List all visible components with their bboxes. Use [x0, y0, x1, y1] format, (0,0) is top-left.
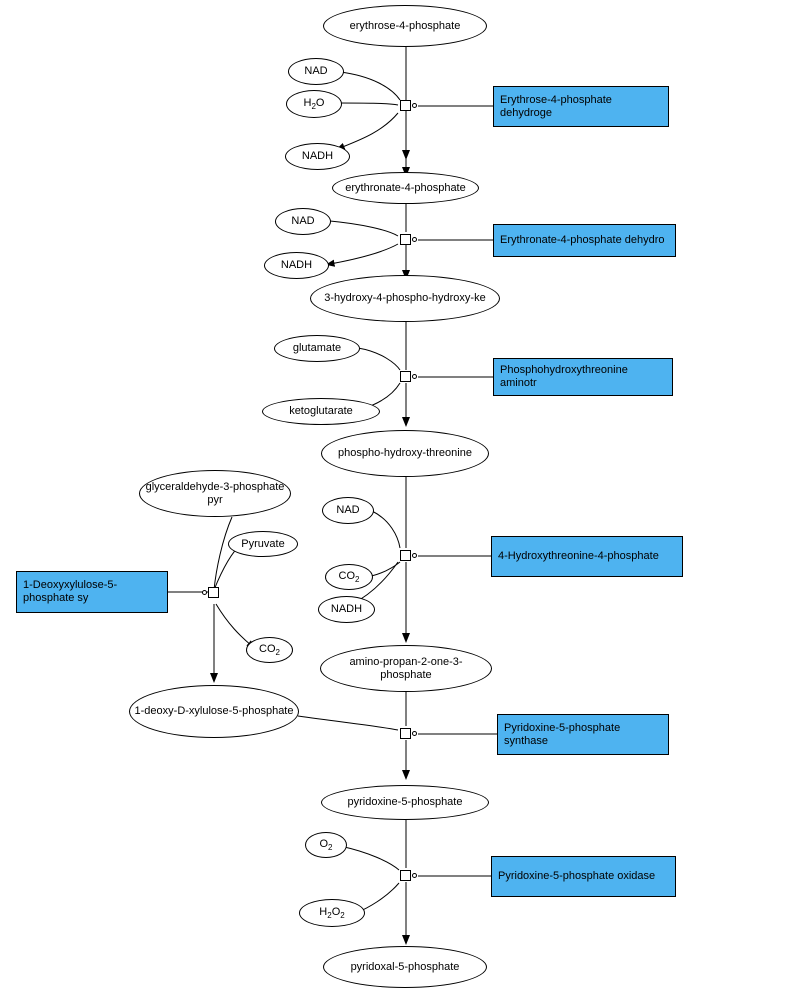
reaction-node[interactable]	[400, 234, 411, 245]
node-label: $CO_2$	[259, 642, 280, 657]
cofactor-node[interactable]	[299, 899, 365, 927]
cofactor-node[interactable]	[264, 252, 329, 279]
cofactor-node[interactable]	[318, 596, 375, 623]
metabolite-node[interactable]	[332, 172, 479, 204]
reaction-connector-dot	[412, 374, 417, 379]
metabolite-node[interactable]	[320, 645, 492, 692]
enzyme-label: 4-Hydroxythreonine-4-phosphate	[498, 550, 659, 563]
cofactor-node[interactable]	[286, 90, 342, 118]
node-label: phospho-hydroxy-threonine	[338, 447, 472, 460]
node-label: NADH	[280, 259, 313, 272]
node-label: erythronate-4-phosphate	[345, 181, 466, 194]
cofactor-node[interactable]	[288, 58, 344, 85]
node-label: $H_2O_2$	[319, 905, 345, 920]
metabolite-node[interactable]	[321, 430, 489, 477]
enzyme-node[interactable]	[493, 86, 669, 127]
metabolite-node[interactable]	[310, 275, 500, 322]
enzyme-node[interactable]	[491, 856, 676, 897]
node-label: Pyruvate	[241, 537, 285, 550]
node-label: pyridoxine-5-phosphate	[347, 796, 463, 809]
metabolite-node[interactable]	[321, 785, 489, 820]
node-label: NADH	[301, 150, 334, 163]
cofactor-node[interactable]	[322, 497, 374, 524]
cofactor-node[interactable]	[275, 208, 331, 235]
node-label: ketoglutarate	[289, 405, 353, 418]
reaction-node[interactable]	[400, 870, 411, 881]
reaction-connector-dot	[412, 731, 417, 736]
enzyme-label: 1-Deoxyxylulose-5-phosphate sy	[23, 579, 118, 604]
enzyme-label: Erythrose-4-phosphate dehydroge	[500, 93, 612, 119]
reaction-node[interactable]	[400, 550, 411, 561]
enzyme-node[interactable]	[493, 224, 676, 257]
node-label: NAD	[336, 504, 360, 517]
node-label: pyridoxal-5-phosphate	[350, 960, 460, 973]
node-label: 1-deoxy-D-xylulose-5-phosphate	[134, 705, 294, 718]
enzyme-node[interactable]	[493, 358, 673, 396]
node-label: 3-hydroxy-4-phospho-hydroxy-ke	[324, 292, 486, 305]
reaction-node[interactable]	[400, 728, 411, 739]
node-label: erythrose-4-phosphate	[349, 19, 461, 32]
reaction-connector-dot	[202, 590, 207, 595]
cofactor-node[interactable]	[325, 564, 373, 590]
cofactor-node[interactable]	[228, 531, 298, 557]
reaction-connector-dot	[412, 873, 417, 878]
node-label: $O_2$	[319, 837, 333, 852]
reaction-connector-dot	[412, 237, 417, 242]
enzyme-label: Pyridoxine-5-phosphate oxidase	[498, 870, 656, 883]
reaction-node[interactable]	[400, 371, 411, 382]
node-label: NAD	[291, 215, 315, 228]
reaction-connector-dot	[412, 103, 417, 108]
metabolite-node[interactable]	[129, 685, 299, 738]
reaction-node[interactable]	[400, 100, 411, 111]
enzyme-label: Pyridoxine-5-phosphate synthase	[504, 721, 621, 747]
node-label: $H_2O$	[303, 96, 325, 111]
cofactor-node[interactable]	[274, 335, 360, 362]
metabolite-node[interactable]	[323, 946, 487, 988]
node-label: glutamate	[292, 342, 342, 355]
cofactor-node[interactable]	[305, 832, 347, 858]
enzyme-node[interactable]	[497, 714, 669, 755]
cofactor-node[interactable]	[246, 637, 293, 663]
metabolite-node[interactable]	[139, 470, 291, 517]
node-label: NAD	[304, 65, 328, 78]
enzyme-node[interactable]	[16, 571, 168, 613]
enzyme-label: Phosphohydroxythreonine aminotr	[500, 364, 628, 389]
cofactor-node[interactable]	[285, 143, 350, 170]
reaction-node[interactable]	[208, 587, 219, 598]
node-label: amino-propan-2-one-3-phosphate	[349, 655, 463, 681]
enzyme-label: Erythronate-4-phosphate dehydro	[500, 234, 665, 247]
node-label: $CO_2$	[338, 569, 360, 584]
reaction-connector-dot	[412, 553, 417, 558]
node-label: NADH	[330, 603, 363, 616]
metabolite-node[interactable]	[323, 5, 487, 47]
cofactor-node[interactable]	[262, 398, 380, 425]
node-label: glyceraldehyde-3-phosphate pyr	[145, 480, 285, 506]
enzyme-node[interactable]	[491, 536, 683, 577]
